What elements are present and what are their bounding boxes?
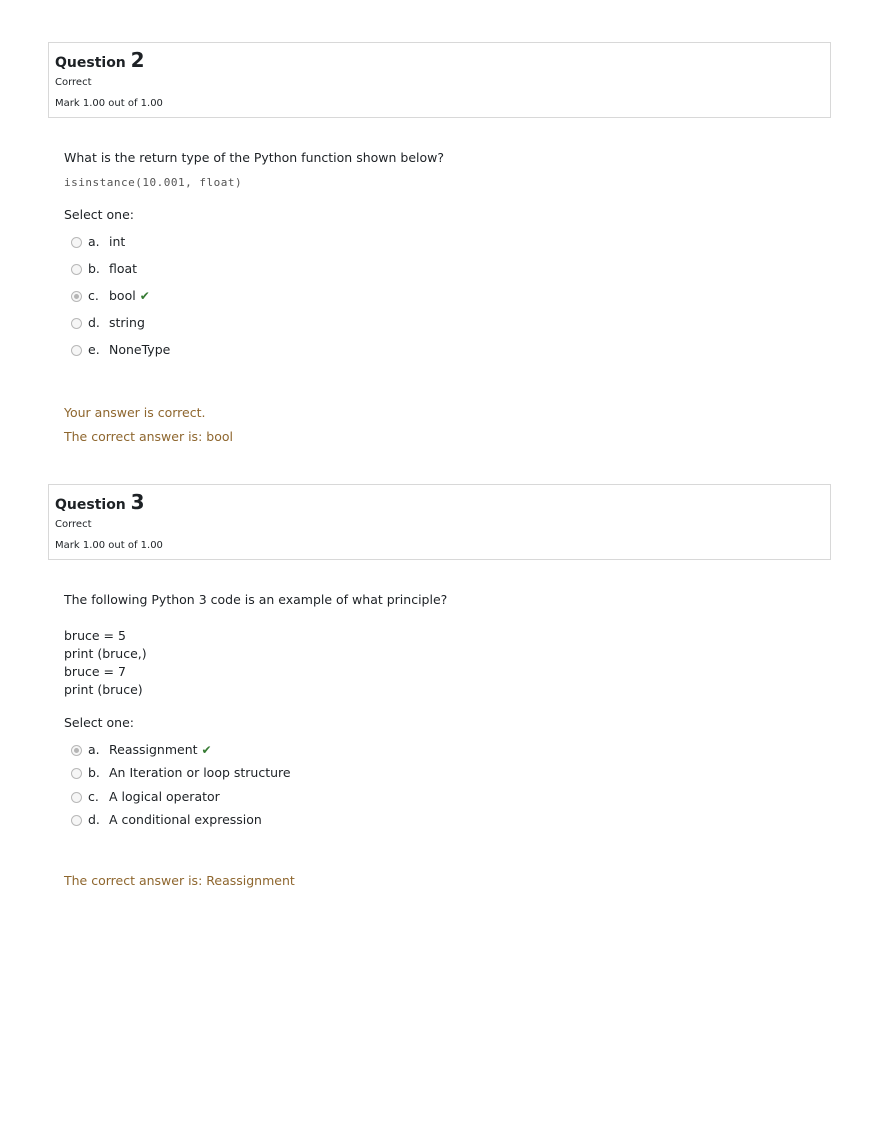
question-2-code	[64, 174, 824, 192]
option-text: A conditional expression	[109, 812, 262, 827]
option-letter: e.	[88, 342, 100, 357]
right-answer: The correct answer is: bool	[64, 429, 233, 444]
option-text: bool	[109, 288, 136, 303]
option-d[interactable]	[64, 315, 824, 331]
question-2-text: What is the return type of the Python function shown below?	[64, 150, 445, 165]
option-text: A logical operator	[109, 789, 220, 804]
option-text: NoneType	[109, 342, 171, 357]
radio-button[interactable]	[71, 237, 82, 248]
question-label: Question	[55, 55, 126, 71]
option-letter: a.	[88, 742, 100, 757]
code-line: print (bruce)	[64, 682, 143, 697]
question-3-state: Correct	[55, 519, 92, 530]
option-text: Reassignment	[109, 742, 198, 757]
radio-button-selected[interactable]	[71, 291, 82, 302]
question-2-content	[64, 150, 824, 445]
question-3-code	[64, 627, 824, 699]
question-2-state: Correct	[55, 77, 92, 88]
check-icon: ✔	[201, 743, 212, 757]
option-letter: b.	[88, 261, 100, 276]
option-letter: c.	[88, 789, 99, 804]
question-3-prompt: Select one:	[64, 715, 135, 730]
radio-button[interactable]	[71, 768, 82, 779]
general-feedback: Your answer is correct.	[64, 405, 206, 420]
option-letter: d.	[88, 812, 100, 827]
radio-button[interactable]	[71, 264, 82, 275]
option-text: string	[109, 315, 145, 330]
option-letter: a.	[88, 234, 100, 249]
option-c[interactable]	[64, 789, 824, 805]
option-letter: c.	[88, 288, 99, 303]
option-c[interactable]	[64, 288, 824, 304]
question-number: 3	[130, 490, 145, 514]
question-3-content	[64, 592, 824, 889]
option-a[interactable]	[64, 742, 824, 758]
question-3-info	[48, 484, 831, 560]
question-number: 2	[130, 48, 145, 72]
question-3-grade: Mark 1.00 out of 1.00	[55, 540, 163, 551]
question-2-info	[48, 42, 831, 118]
option-letter: d.	[88, 315, 100, 330]
radio-button[interactable]	[71, 792, 82, 803]
option-text-correct	[109, 288, 150, 304]
radio-button-selected[interactable]	[71, 745, 82, 756]
radio-button[interactable]	[71, 815, 82, 826]
question-3-title	[55, 491, 824, 515]
option-b[interactable]	[64, 765, 824, 781]
option-a[interactable]	[64, 234, 824, 250]
option-text: An Iteration or loop structure	[109, 765, 291, 780]
code-line: print (bruce,)	[64, 646, 147, 661]
question-3-text: The following Python 3 code is an example of what principle?	[64, 592, 448, 607]
question-2-prompt: Select one:	[64, 207, 135, 222]
question-3-answers	[64, 742, 824, 828]
option-text: float	[109, 261, 138, 276]
code-line: isinstance(10.001, float)	[64, 176, 243, 189]
radio-button[interactable]	[71, 345, 82, 356]
question-label: Question	[55, 497, 126, 513]
check-icon: ✔	[139, 289, 150, 303]
option-b[interactable]	[64, 261, 824, 277]
right-answer: The correct answer is: Reassignment	[64, 873, 295, 888]
question-2-grade: Mark 1.00 out of 1.00	[55, 98, 163, 109]
option-text: int	[109, 234, 126, 249]
code-line: bruce = 7	[64, 664, 126, 679]
radio-button[interactable]	[71, 318, 82, 329]
option-text-correct	[109, 742, 212, 758]
code-line: bruce = 5	[64, 628, 126, 643]
question-2-answers	[64, 234, 824, 358]
option-d[interactable]	[64, 812, 824, 828]
option-letter: b.	[88, 765, 100, 780]
option-e[interactable]	[64, 342, 824, 358]
question-2-title	[55, 49, 824, 73]
